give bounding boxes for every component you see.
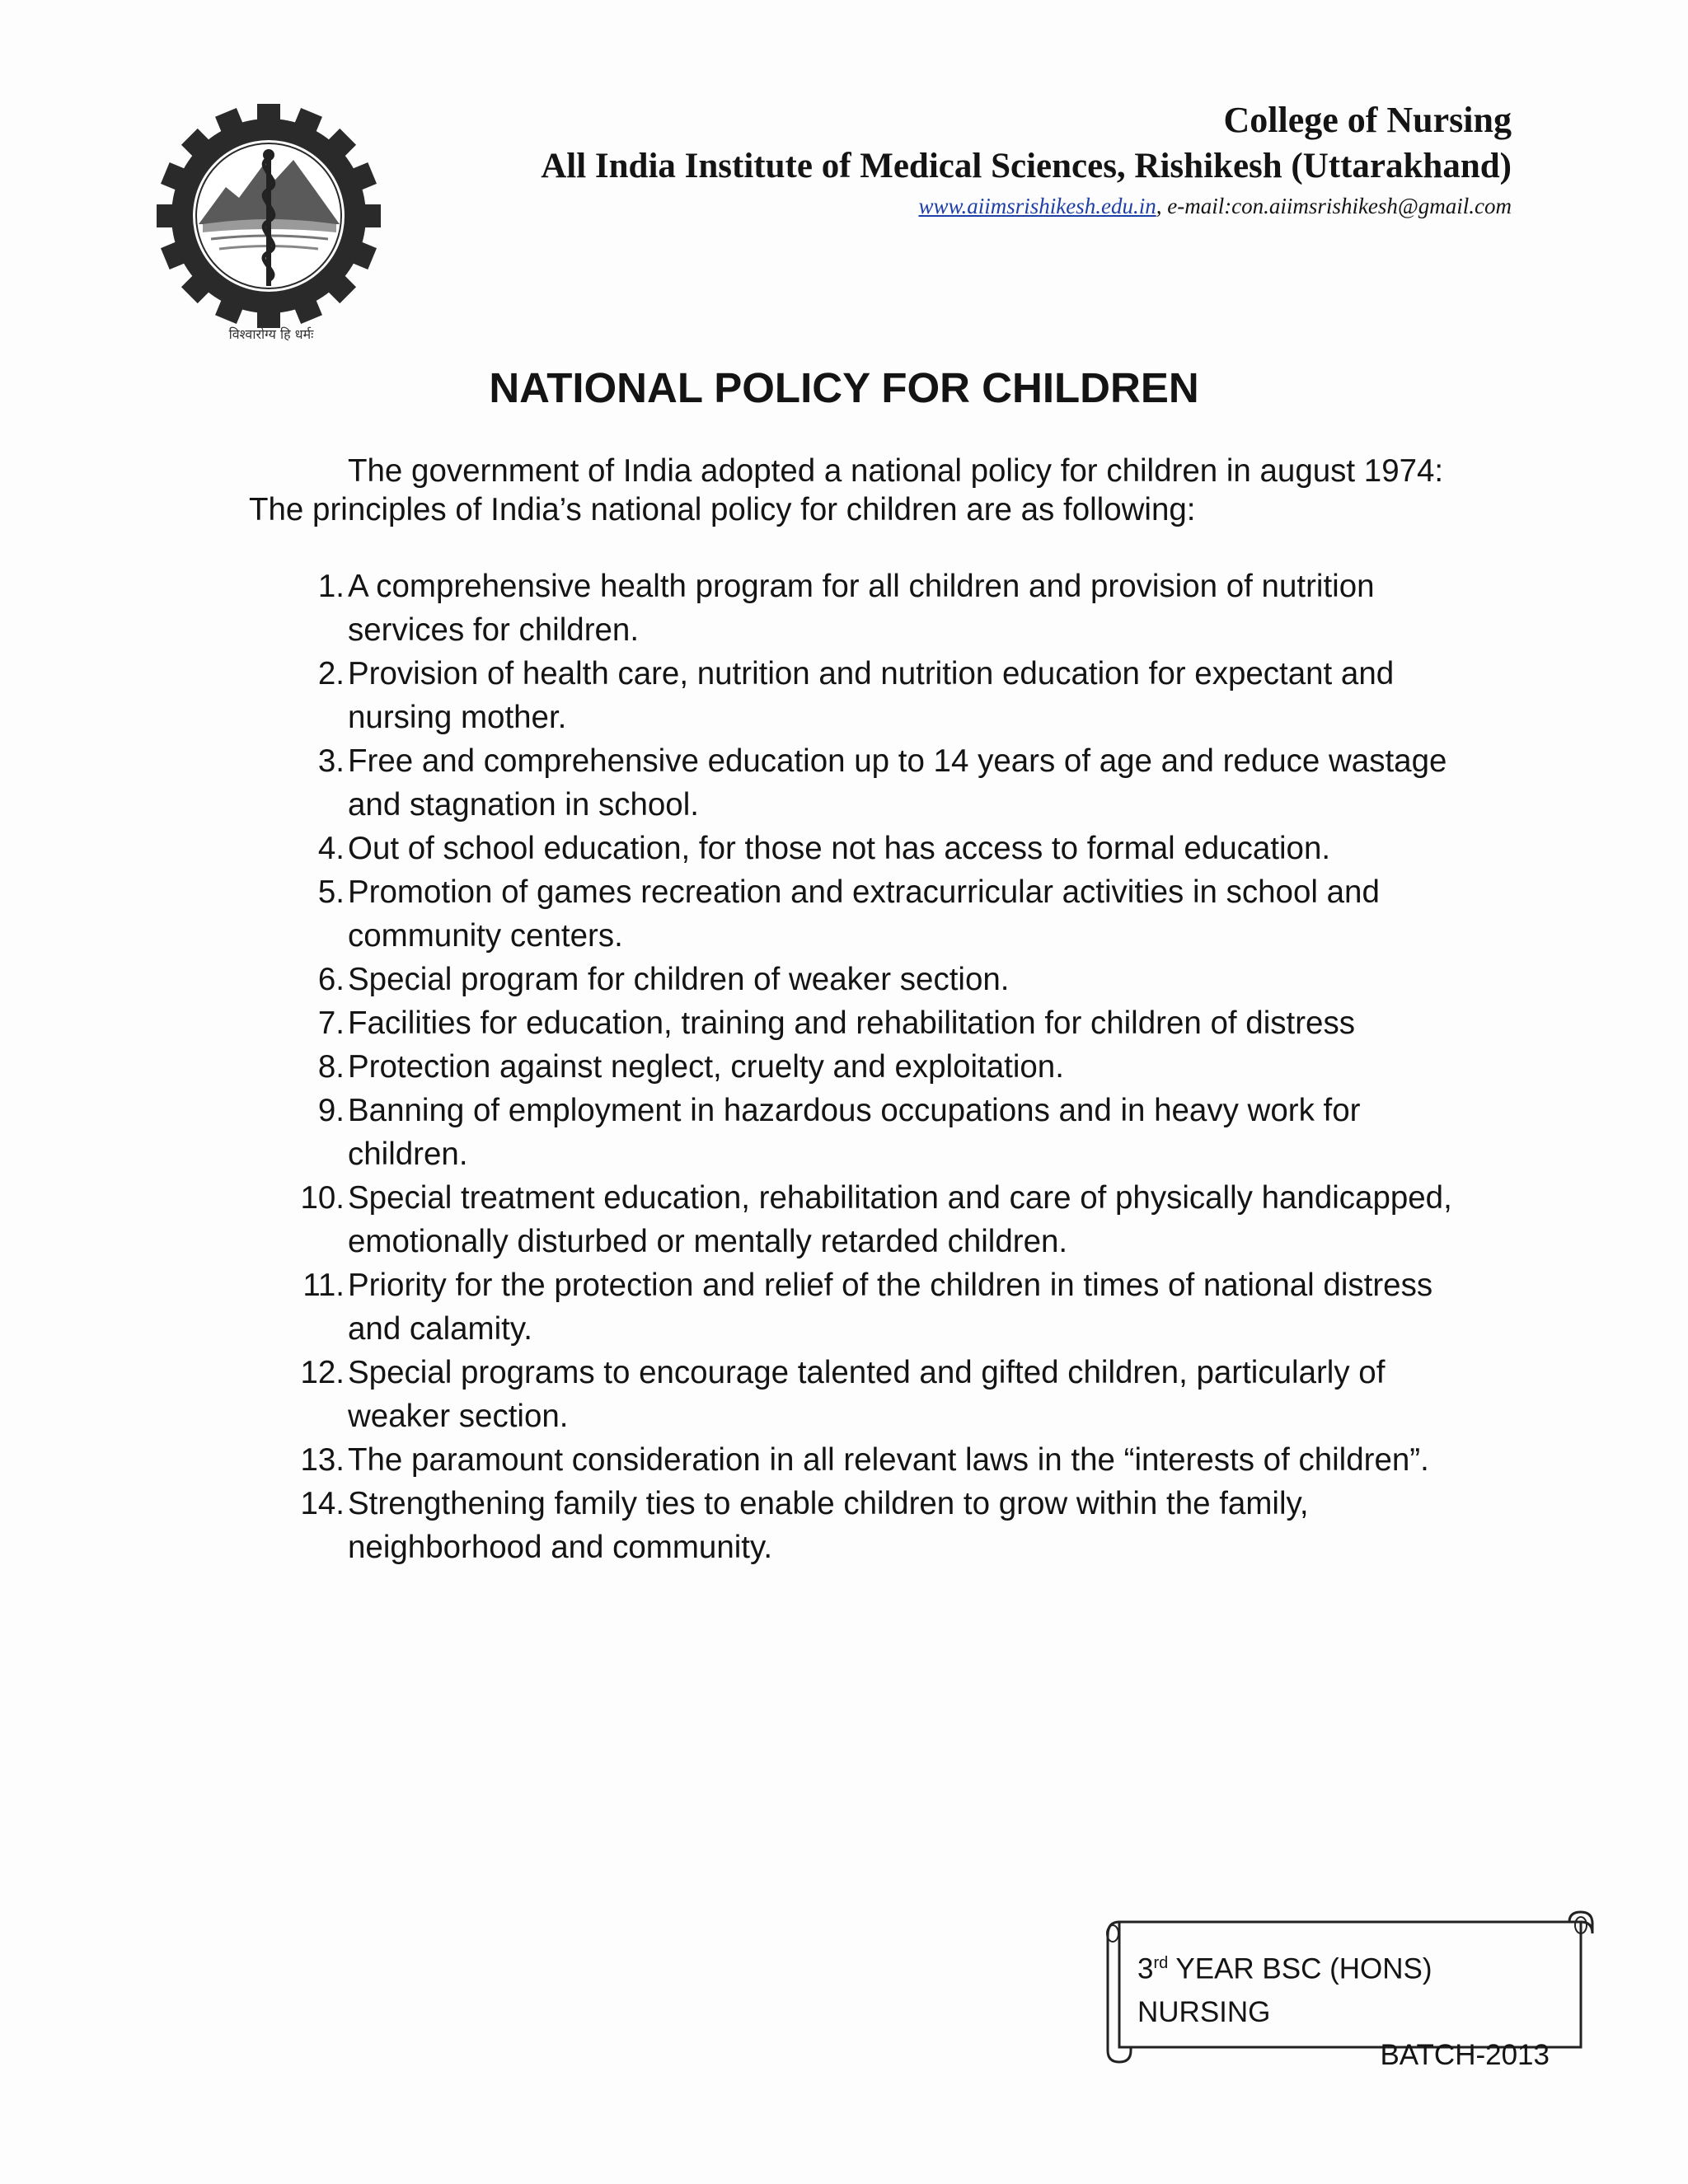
page-title: NATIONAL POLICY FOR CHILDREN — [489, 364, 1199, 411]
batch-label — [1137, 1942, 1550, 2077]
list-item-number: 6. — [317, 962, 345, 997]
list-item-number: 9. — [317, 1093, 345, 1128]
list-item-number: 14. — [300, 1486, 345, 1521]
website-link[interactable]: www.aiimsrishikesh.edu.in — [918, 194, 1156, 218]
list-item-text: Free and comprehensive education up to 14 years of age and reduce wastage and stagnation in school. — [348, 743, 1447, 823]
list-item-text: Promotion of games recreation and extracurricular activities in school and community centers. — [348, 874, 1380, 954]
list-item-number: 8. — [317, 1049, 345, 1085]
list-item-text: Priority for the protection and relief of the children in times of national distress and calamity. — [348, 1268, 1433, 1347]
list-item-text: Special treatment education, rehabilitation and care of physically handicapped, emotionally disturbed or mentally retarded children. — [348, 1180, 1452, 1259]
year-suffix: rd — [1153, 1954, 1169, 1972]
course-line — [1137, 1942, 1550, 2034]
list-item — [292, 652, 1462, 739]
list-item-number: 12. — [300, 1355, 345, 1390]
policy-list — [292, 565, 1462, 1569]
list-item-text: Special programs to encourage talented and gifted children, particularly of weaker section. — [348, 1355, 1386, 1434]
list-item — [292, 958, 1462, 1001]
list-item-number: 7. — [317, 1005, 345, 1041]
year-number: 3 — [1137, 1952, 1154, 1985]
list-item — [292, 1263, 1462, 1351]
list-item — [292, 1351, 1462, 1438]
contact-line — [541, 190, 1512, 223]
contact-separator: , — [1156, 194, 1168, 218]
aiims-logo — [153, 101, 384, 331]
list-item — [292, 1438, 1462, 1482]
list-item — [292, 1089, 1462, 1176]
list-item-number: 1. — [317, 569, 345, 604]
list-item — [292, 565, 1462, 652]
list-item-text: Banning of employment in hazardous occupations and in heavy work for children. — [348, 1093, 1361, 1172]
batch-year: BATCH-2013 — [1380, 2038, 1550, 2071]
list-item-text: A comprehensive health program for all children and provision of nutrition services for children. — [348, 569, 1375, 648]
list-item — [292, 1176, 1462, 1263]
institute-name: All India Institute of Medical Sciences, Rishikesh (Uttarakhand) — [541, 147, 1512, 185]
list-item — [292, 870, 1462, 958]
letterhead — [541, 97, 1512, 223]
logo-motto: विश्वारोग्य हि धर्मः — [228, 326, 314, 342]
list-item-text: Out of school education, for those not has access to formal education. — [348, 831, 1331, 866]
list-item-number: 13. — [300, 1442, 345, 1478]
list-item-text: Provision of health care, nutrition and nutrition education for expectant and nursing mother. — [348, 656, 1395, 735]
list-item — [292, 1045, 1462, 1089]
email-text: e-mail:con.aiimsrishikesh@gmail.com — [1167, 194, 1512, 218]
list-item-number: 10. — [300, 1180, 345, 1216]
course-name: YEAR BSC (HONS) NURSING — [1137, 1952, 1432, 2028]
list-item — [292, 739, 1462, 827]
list-item — [292, 1001, 1462, 1045]
list-item-text: Protection against neglect, cruelty and exploitation. — [348, 1049, 1064, 1085]
list-item-text: The paramount consideration in all relevant laws in the “interests of children”. — [348, 1442, 1429, 1478]
list-item-number: 4. — [317, 831, 345, 866]
list-item-text: Strengthening family ties to enable children to grow within the family, neighborhood and community. — [348, 1486, 1309, 1565]
intro-paragraph: The government of India adopted a national policy for children in august 1974: The principles of India’s national policy for children are as following: — [249, 453, 1444, 527]
list-item-number: 11. — [302, 1268, 345, 1303]
college-name: College of Nursing — [1223, 100, 1512, 140]
list-item-number: 2. — [317, 656, 345, 691]
list-item-number: 3. — [317, 743, 345, 779]
list-item — [292, 827, 1462, 870]
list-item-text: Special program for children of weaker section. — [348, 962, 1010, 997]
list-item — [292, 1482, 1462, 1569]
list-item-number: 5. — [317, 874, 345, 910]
list-item-text: Facilities for education, training and rehabilitation for children of distress — [348, 1005, 1355, 1041]
